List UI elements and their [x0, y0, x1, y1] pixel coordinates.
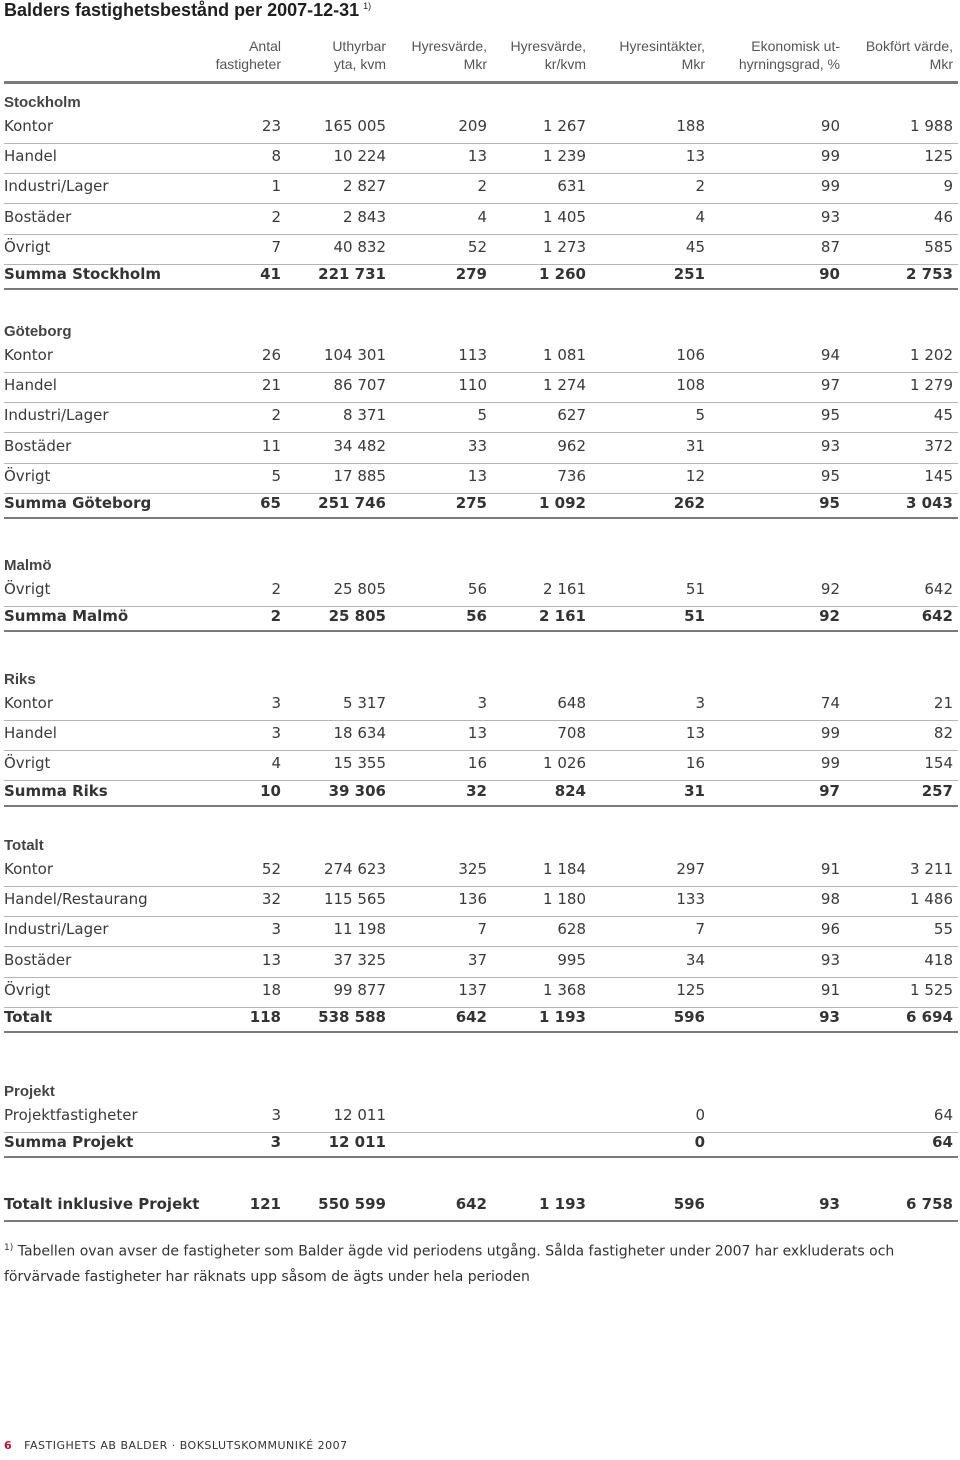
column-header-line-2: Mkr	[463, 56, 487, 72]
column-header-line-1: Hyresintäkter,	[619, 38, 705, 54]
row-label: Kontor	[4, 117, 53, 135]
row-label: Bostäder	[4, 436, 72, 455]
cell-value: 26	[261, 346, 281, 364]
cell-value: 52	[261, 860, 281, 878]
row-divider	[4, 432, 958, 433]
cell-value: 93	[820, 436, 840, 455]
column-header-line-2: fastigheter	[215, 56, 281, 72]
cell-value: 40 832	[333, 237, 386, 256]
column-header	[575, 37, 705, 73]
cell-value: 279	[455, 265, 487, 283]
row-label: Totalt inklusive Projekt	[4, 1195, 200, 1213]
cell-value: 165 005	[323, 117, 386, 135]
cell-value: 2 827	[343, 177, 386, 196]
cell-value: 90	[819, 265, 840, 283]
row-divider	[4, 977, 958, 978]
cell-value: 46	[933, 207, 953, 226]
cell-value: 52	[467, 237, 487, 256]
cell-value: 13	[261, 950, 281, 969]
cell-value: 995	[557, 950, 586, 969]
cell-value: 708	[557, 724, 586, 743]
cell-value: 209	[458, 117, 487, 135]
cell-value: 5	[271, 466, 281, 485]
summary-row	[4, 607, 958, 637]
cell-value: 3	[695, 694, 705, 712]
cell-value: 87	[820, 237, 840, 256]
cell-value: 1 273	[543, 237, 586, 256]
cell-value: 41	[260, 265, 281, 283]
cell-value: 4	[477, 207, 487, 226]
row-label: Handel/Restaurang	[4, 890, 148, 909]
section-heading: Riks	[4, 671, 36, 688]
cell-value: 1	[271, 177, 281, 196]
cell-value: 262	[673, 494, 705, 512]
cell-value: 99 877	[333, 980, 386, 999]
cell-value: 8 371	[343, 406, 386, 425]
cell-value: 97	[820, 376, 840, 395]
cell-value: 34	[685, 950, 705, 969]
cell-value: 3	[271, 724, 281, 743]
cell-value: 15 355	[333, 754, 386, 773]
row-label: Kontor	[4, 694, 53, 712]
cell-value: 25 805	[328, 607, 386, 626]
cell-value: 648	[557, 694, 586, 712]
cell-value: 297	[676, 860, 705, 878]
cell-value: 17 885	[333, 466, 386, 485]
cell-value: 18 634	[333, 724, 386, 743]
cell-value: 118	[249, 1008, 281, 1026]
row-label: Övrigt	[4, 580, 51, 598]
cell-value: 13	[685, 147, 705, 166]
cell-value: 11	[261, 436, 281, 455]
row-divider	[4, 288, 958, 290]
footnote	[4, 1236, 954, 1290]
cell-value: 64	[932, 1133, 953, 1152]
cell-value: 274 623	[323, 860, 386, 878]
row-divider	[4, 173, 958, 174]
cell-value: 12 011	[328, 1133, 386, 1152]
title-footnote-mark: 1)	[363, 1, 372, 11]
cell-value: 31	[684, 781, 705, 800]
cell-value: 92	[820, 580, 840, 598]
cell-value: 32	[466, 781, 487, 800]
cell-value: 104 301	[323, 346, 386, 364]
cell-value: 642	[924, 580, 953, 598]
row-divider	[4, 886, 958, 887]
row-label: Övrigt	[4, 980, 51, 999]
page-footer	[4, 1439, 348, 1452]
cell-value: 21	[933, 694, 953, 712]
cell-value: 10 224	[333, 147, 386, 166]
cell-value: 95	[820, 406, 840, 425]
row-label: Summa Riks	[4, 781, 108, 800]
cell-value: 110	[458, 376, 487, 395]
cell-value: 3	[271, 920, 281, 939]
cell-value: 0	[694, 1133, 705, 1152]
column-header-line-1: Ekonomisk ut-	[751, 38, 840, 54]
cell-value: 93	[820, 950, 840, 969]
cell-value: 1 267	[543, 117, 586, 135]
column-header-line-1: Bokfört värde,	[865, 38, 953, 54]
cell-value: 8	[271, 147, 281, 166]
cell-value: 56	[467, 580, 487, 598]
cell-value: 3	[477, 694, 487, 712]
cell-value: 86 707	[333, 376, 386, 395]
cell-value: 3 043	[906, 494, 953, 512]
cell-value: 325	[458, 860, 487, 878]
row-label: Industri/Lager	[4, 920, 109, 939]
row-divider	[4, 517, 958, 519]
cell-value: 251	[673, 265, 705, 283]
footer-text: FASTIGHETS AB BALDER · BOKSLUTSKOMMUNIKÉ 2007	[24, 1439, 348, 1452]
cell-value: 736	[557, 466, 586, 485]
column-header	[823, 37, 953, 73]
cell-value: 137	[458, 980, 487, 999]
cell-value: 642	[455, 1195, 487, 1213]
cell-value: 34 482	[333, 436, 386, 455]
cell-value: 51	[685, 580, 705, 598]
row-label: Summa Göteborg	[4, 494, 152, 512]
row-label: Summa Stockholm	[4, 265, 161, 283]
cell-value: 6 758	[906, 1195, 953, 1213]
row-label: Bostäder	[4, 950, 72, 969]
cell-value: 91	[820, 860, 840, 878]
cell-value: 2 753	[906, 265, 953, 283]
cell-value: 108	[676, 376, 705, 395]
cell-value: 65	[260, 494, 281, 512]
cell-value: 93	[820, 207, 840, 226]
cell-value: 6 694	[906, 1008, 953, 1026]
cell-value: 99	[820, 724, 840, 743]
footnote-mark: 1)	[4, 1243, 14, 1253]
cell-value: 11 198	[333, 920, 386, 939]
row-divider	[4, 805, 958, 807]
cell-value: 51	[684, 607, 705, 626]
row-divider	[4, 234, 958, 235]
cell-value: 10	[260, 781, 281, 800]
cell-value: 1 239	[543, 147, 586, 166]
cell-value: 99	[820, 177, 840, 196]
row-divider	[4, 1031, 958, 1033]
cell-value: 13	[467, 466, 487, 485]
cell-value: 99	[820, 147, 840, 166]
cell-value: 1 193	[539, 1008, 586, 1026]
cell-value: 7	[695, 920, 705, 939]
cell-value: 16	[685, 754, 705, 773]
cell-value: 13	[467, 724, 487, 743]
cell-value: 32	[261, 890, 281, 909]
section-heading: Stockholm	[4, 94, 81, 111]
cell-value: 16	[467, 754, 487, 773]
column-header	[710, 37, 840, 73]
column-header-line-2: Mkr	[929, 56, 953, 72]
row-label: Övrigt	[4, 237, 51, 256]
section-heading: Malmö	[4, 557, 52, 574]
cell-value: 154	[924, 754, 953, 773]
row-divider	[4, 372, 958, 373]
cell-value: 1 026	[543, 754, 586, 773]
summary-row	[4, 265, 958, 295]
cell-value: 596	[673, 1195, 705, 1213]
row-label: Totalt	[4, 1008, 53, 1026]
cell-value: 12 011	[333, 1106, 386, 1124]
row-label: Bostäder	[4, 207, 72, 226]
cell-value: 91	[820, 980, 840, 999]
summary-row	[4, 494, 958, 524]
header-divider	[4, 81, 958, 84]
row-label: Handel	[4, 376, 57, 395]
cell-value: 55	[933, 920, 953, 939]
cell-value: 106	[676, 346, 705, 364]
cell-value: 82	[933, 724, 953, 743]
cell-value: 1 274	[543, 376, 586, 395]
cell-value: 95	[819, 494, 840, 512]
cell-value: 642	[921, 607, 953, 626]
cell-value: 1 525	[910, 980, 953, 999]
cell-value: 627	[557, 406, 586, 425]
cell-value: 113	[458, 346, 487, 364]
cell-value: 56	[466, 607, 487, 626]
cell-value: 5	[477, 406, 487, 425]
cell-value: 74	[820, 694, 840, 712]
column-header-line-1: Uthyrbar	[332, 38, 386, 54]
cell-value: 125	[924, 147, 953, 166]
cell-value: 33	[467, 436, 487, 455]
row-label: Industri/Lager	[4, 406, 109, 425]
cell-value: 2	[270, 607, 281, 626]
column-header-line-1: Hyresvärde,	[510, 38, 586, 54]
cell-value: 18	[261, 980, 281, 999]
cell-value: 4	[271, 754, 281, 773]
row-divider	[4, 143, 958, 144]
page-number: 6	[4, 1439, 13, 1452]
footnote-text: Tabellen ovan avser de fastigheter som Balder ägde vid periodens utgång. Sålda fastigheter under 2007 har exkluderats och förvärvade fastigheter har räknats upp såsom de ägts under hela perioden	[4, 1243, 895, 1285]
cell-value: 188	[676, 117, 705, 135]
summary-row	[4, 1133, 958, 1163]
cell-value: 13	[467, 147, 487, 166]
cell-value: 31	[685, 436, 705, 455]
row-divider	[4, 916, 958, 917]
summary-row	[4, 782, 958, 812]
cell-value: 1 260	[539, 265, 586, 283]
cell-value: 93	[819, 1008, 840, 1026]
cell-value: 121	[249, 1195, 281, 1213]
cell-value: 90	[820, 117, 840, 135]
cell-value: 1 193	[539, 1195, 586, 1213]
cell-value: 92	[819, 607, 840, 626]
row-label: Industri/Lager	[4, 177, 109, 196]
cell-value: 99	[820, 754, 840, 773]
summary-row	[4, 1008, 958, 1038]
cell-value: 39 306	[328, 781, 386, 800]
cell-value: 585	[924, 237, 953, 256]
cell-value: 0	[695, 1106, 705, 1124]
row-label: Handel	[4, 147, 57, 166]
cell-value: 1 279	[910, 376, 953, 395]
cell-value: 251 746	[318, 494, 386, 512]
cell-value: 2	[271, 580, 281, 598]
cell-value: 98	[820, 890, 840, 909]
row-label: Kontor	[4, 860, 53, 878]
row-label: Övrigt	[4, 466, 51, 485]
cell-value: 13	[685, 724, 705, 743]
cell-value: 275	[455, 494, 487, 512]
cell-value: 3	[270, 1133, 281, 1152]
row-label: Kontor	[4, 346, 53, 364]
cell-value: 631	[557, 177, 586, 196]
cell-value: 9	[943, 177, 953, 196]
cell-value: 1 202	[910, 346, 953, 364]
cell-value: 3	[271, 694, 281, 712]
cell-value: 1 180	[543, 890, 586, 909]
cell-value: 1 081	[543, 346, 586, 364]
row-divider	[4, 630, 958, 632]
column-header-line-2: kr/kvm	[544, 56, 586, 72]
cell-value: 2	[477, 177, 487, 196]
cell-value: 25 805	[333, 580, 386, 598]
row-divider	[4, 463, 958, 464]
cell-value: 133	[676, 890, 705, 909]
column-header-line-2: Mkr	[681, 56, 705, 72]
column-header-line-1: Antal	[249, 38, 281, 54]
cell-value: 94	[820, 346, 840, 364]
cell-value: 21	[261, 376, 281, 395]
cell-value: 642	[455, 1008, 487, 1026]
cell-value: 145	[924, 466, 953, 485]
row-label: Övrigt	[4, 754, 51, 773]
cell-value: 824	[554, 781, 586, 800]
column-header	[456, 37, 586, 73]
cell-value: 1 368	[543, 980, 586, 999]
cell-value: 115 565	[323, 890, 386, 909]
row-divider	[4, 402, 958, 403]
cell-value: 2	[695, 177, 705, 196]
cell-value: 2	[271, 406, 281, 425]
cell-value: 45	[933, 406, 953, 425]
row-label: Handel	[4, 724, 57, 743]
row-divider	[4, 203, 958, 204]
cell-value: 95	[820, 466, 840, 485]
cell-value: 45	[685, 237, 705, 256]
column-header-line-2: yta, kvm	[333, 56, 386, 72]
cell-value: 962	[557, 436, 586, 455]
cell-value: 1 092	[539, 494, 586, 512]
cell-value: 628	[557, 920, 586, 939]
cell-value: 97	[819, 781, 840, 800]
cell-value: 2 161	[543, 580, 586, 598]
cell-value: 96	[820, 920, 840, 939]
cell-value: 1 988	[910, 117, 953, 135]
cell-value: 221 731	[318, 265, 386, 283]
cell-value: 257	[921, 781, 953, 800]
row-divider	[4, 1220, 958, 1222]
row-label: Summa Malmö	[4, 607, 129, 626]
cell-value: 538 588	[318, 1008, 386, 1026]
cell-value: 2	[271, 207, 281, 226]
cell-value: 12	[685, 466, 705, 485]
cell-value: 372	[924, 436, 953, 455]
cell-value: 418	[924, 950, 953, 969]
cell-value: 596	[673, 1008, 705, 1026]
column-header-line-2: hyrningsgrad, %	[738, 56, 840, 72]
cell-value: 4	[695, 207, 705, 226]
cell-value: 2 161	[539, 607, 586, 626]
cell-value: 3 211	[910, 860, 953, 878]
section-heading: Projekt	[4, 1083, 55, 1100]
cell-value: 1 486	[910, 890, 953, 909]
section-heading: Göteborg	[4, 323, 72, 340]
column-header-line-1: Hyresvärde,	[411, 38, 487, 54]
row-label: Summa Projekt	[4, 1133, 134, 1152]
cell-value: 5 317	[343, 694, 386, 712]
cell-value: 136	[458, 890, 487, 909]
cell-value: 93	[819, 1195, 840, 1213]
cell-value: 1 405	[543, 207, 586, 226]
row-divider	[4, 1156, 958, 1158]
row-divider	[4, 750, 958, 751]
cell-value: 550 599	[318, 1195, 386, 1213]
cell-value: 3	[271, 1106, 281, 1124]
row-divider	[4, 946, 958, 947]
row-divider	[4, 720, 958, 721]
cell-value: 7	[477, 920, 487, 939]
section-heading: Totalt	[4, 837, 44, 854]
cell-value: 5	[695, 406, 705, 425]
row-label: Projektfastigheter	[4, 1106, 138, 1124]
cell-value: 1 184	[543, 860, 586, 878]
page-title: Balders fastighetsbestånd per 2007-12-31 $^{1)}$	[4, 0, 372, 20]
cell-value: 37	[467, 950, 487, 969]
cell-value: 7	[271, 237, 281, 256]
cell-value: 64	[933, 1106, 953, 1124]
cell-value: 23	[261, 117, 281, 135]
cell-value: 37 325	[333, 950, 386, 969]
cell-value: 125	[676, 980, 705, 999]
cell-value: 2 843	[343, 207, 386, 226]
